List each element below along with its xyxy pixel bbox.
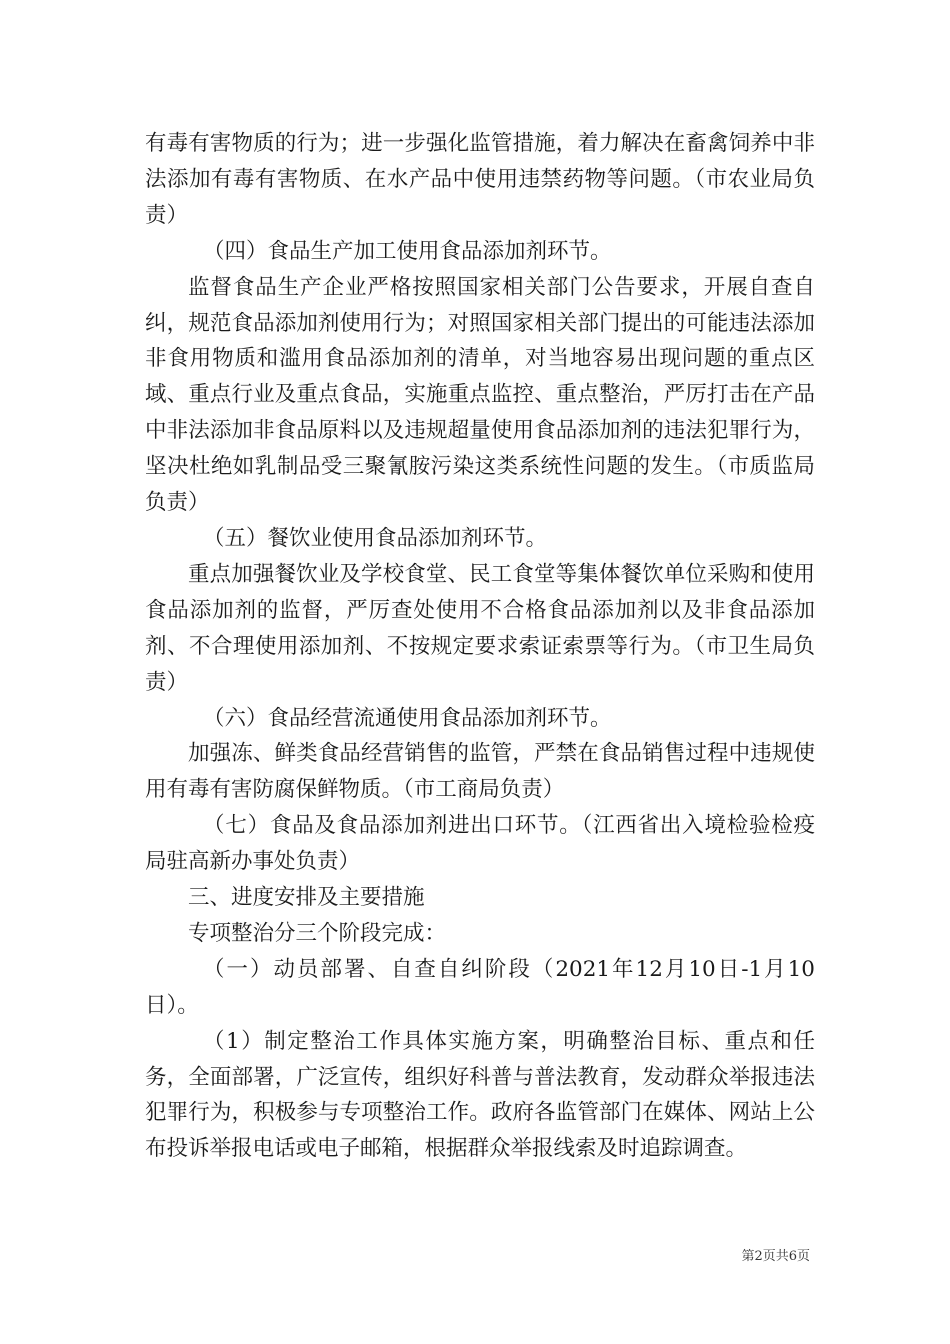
section-heading-4: （四）食品生产加工使用食品添加剂环节。 — [203, 238, 612, 264]
section-heading-7: （七）食品及食品添加剂进出口环节。（江西省出入境检验检疫局驻高新办事处负责） — [145, 813, 815, 875]
paragraph-continuation: 有毒有害物质的行为；进一步强化监管措施，着力解决在畜禽饲养中非法添加有毒有害物质、在水产品中使用违禁药物等问题。（市农业局负责） — [145, 131, 815, 228]
stage-heading-1: （一）动员部署、自查自纠阶段（2021年12月10日-1月10日）。 — [145, 956, 815, 1018]
paragraph-catering: 重点加强餐饮业及学校食堂、民工食堂等集体餐饮单位采购和使用食品添加剂的监督，严厉查处使用不合格食品添加剂以及非食品添加剂、不合理使用添加剂、不按规定要求索证索票等行为。（市卫生局负责） — [145, 561, 815, 695]
paragraph-stages-intro: 专项整治分三个阶段完成： — [188, 920, 447, 946]
section-heading-6: （六）食品经营流通使用食品添加剂环节。 — [203, 705, 612, 731]
document-body — [145, 126, 815, 1167]
page-number-footer: 第2页共6页 — [741, 1249, 810, 1264]
paragraph-production: 监督食品生产企业严格按照国家相关部门公告要求，开展自查自纠，规范食品添加剂使用行为；对照国家相关部门提出的可能违法添加非食用物质和滥用食品添加剂的清单，对当地容易出现问题的重点区域、重点行业及重点食品，实施重点监控、重点整治，严厉打击在产品中非法添加非食品原料以及违规超量使用食品添加剂的违法犯罪行为，坚决杜绝如乳制品受三聚氰胺污染这类系统性问题的发生。（市质监局负责） — [145, 274, 815, 516]
section-heading-5: （五）餐饮业使用食品添加剂环节。 — [203, 525, 548, 551]
paragraph-distribution: 加强冻、鲜类食品经营销售的监管，严禁在食品销售过程中违规使用有毒有害防腐保鲜物质。（市工商局负责） — [145, 741, 815, 803]
chapter-heading-3: 三、进度安排及主要措施 — [188, 885, 425, 911]
paragraph-stage-1-item-1: （1）制定整治工作具体实施方案，明确整治目标、重点和任务，全面部署，广泛宣传，组织好科普与普法教育，发动群众举报违法犯罪行为，积极参与专项整治工作。政府各监管部门在媒体、网站上公布投诉举报电话或电子邮箱，根据群众举报线索及时追踪调查。 — [145, 1028, 815, 1162]
